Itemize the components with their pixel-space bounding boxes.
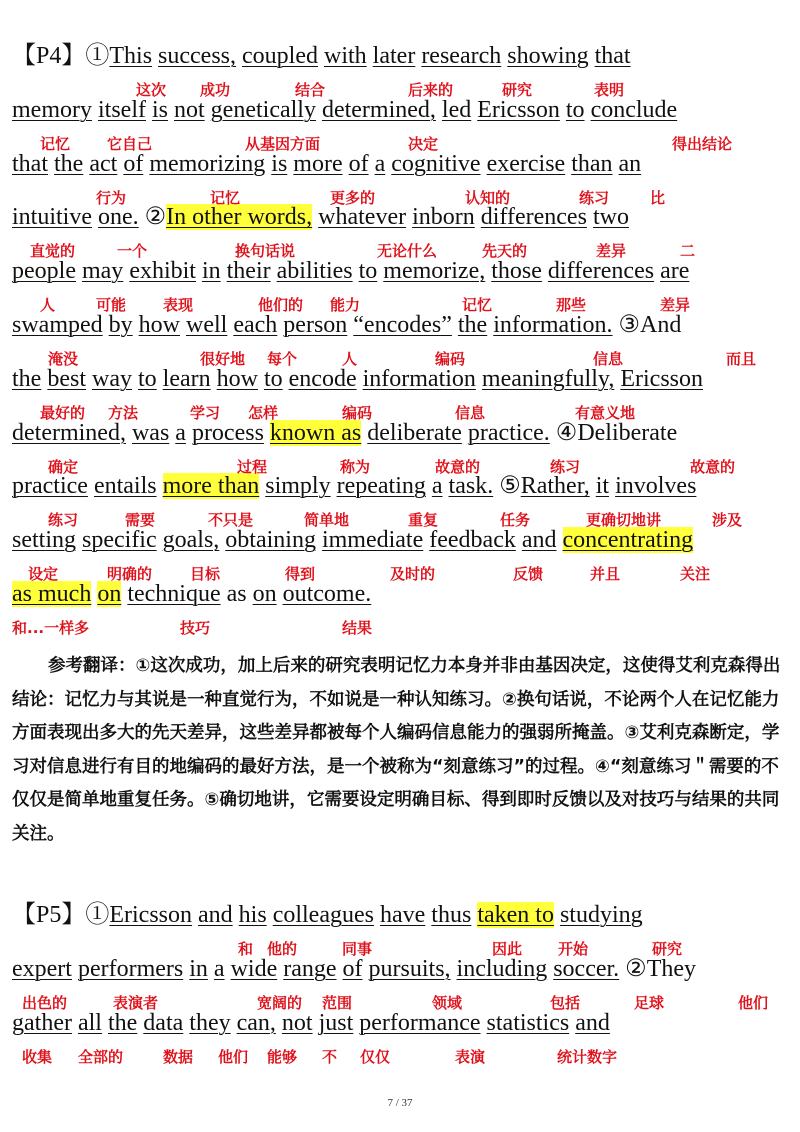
vocab-word: have [379,902,426,928]
gloss-label: 淹没 [48,350,79,368]
gloss-label: 重复 [408,511,439,530]
vocab-word: well [186,312,228,338]
vocab-word: to [137,365,157,392]
gloss-label: 他们 [218,1047,249,1066]
vocab-word: one. [98,204,139,231]
vocab-word: a [175,419,186,446]
p4-gloss-line [0,509,800,531]
vocab-word: pursuits, [368,955,451,982]
gloss-label: 故意的 [690,457,736,476]
vocab-word: they [189,1009,231,1036]
vocab-word: information [362,365,476,392]
vocab-word: Rather, [520,473,590,500]
reference-translation [12,650,788,851]
gloss-label: 任务 [500,511,531,530]
vocab-word: in [201,258,221,285]
p4-gloss-line [0,187,800,209]
vocab-word: Ericsson [620,365,703,392]
gloss-label: 这次 [136,81,167,99]
gloss-label: 后来的 [408,81,454,99]
gloss-label: 故意的 [435,457,481,476]
gloss-label: 表演者 [113,993,159,1012]
gloss-label: 关注 [680,565,711,584]
gloss-label: 确定 [48,457,79,476]
gloss-label: 无论什么 [377,242,438,261]
p5-gloss-line [0,938,800,960]
p4-gloss-line [0,348,800,370]
gloss-label: 信息 [593,350,624,368]
vocab-word: memory [12,96,92,123]
p5-gloss-line [0,1046,800,1068]
gloss-label: 直觉的 [30,242,76,261]
p4-gloss-line [0,133,800,155]
gloss-label: 得到 [285,565,316,584]
vocab-word: practice. [467,419,550,446]
p4-gloss-line [0,456,800,478]
gloss-label: 包括 [550,993,581,1012]
gloss-label: 不只是 [208,511,254,530]
translation-text: ①这次成功，加上后来的研究表明记忆力本身并非由基因决定，这使得艾利克森得出结论：记忆力与其说是一种直觉行为，不如说是一种认知练习。②换句话说，不论两个人在记忆能力方面表现出多大的先天差异，这些差异都被每个人编码信息能力的强弱所掩盖。③艾利克森断定，学习对信息进行有目的地编码的最好方法，是一个被称为“刻意练习”的过程。④“刻意练习＂需要的不仅仅是简单地重复任务。⑤确切地讲，它需要设定明确目标、得到即时反馈以及对技巧与结果的共同关注。 [12,656,781,844]
gloss-label: 仅仅 [360,1047,391,1066]
vocab-word: Ericsson [109,902,193,928]
vocab-word: how [138,312,180,338]
gloss-label: 有意义地 [575,403,636,422]
vocab-word: determined, [321,96,436,123]
p4-english-line [12,42,631,70]
gloss-label: 它自己 [107,134,153,153]
plain-text: 【P5】① [12,902,110,928]
vocab-word: how [216,365,258,392]
vocab-word: just [318,1009,354,1036]
vocab-word: person [283,312,348,338]
vocab-word: differences [480,204,587,231]
page-number: 7 / 37 [387,1097,413,1109]
p4-gloss-line [0,563,800,585]
gloss-label: 编码 [342,403,373,422]
vocab-word: more [293,150,343,177]
p4-gloss-line [0,79,800,101]
vocab-word: technique [127,581,221,607]
gloss-label: 因此 [492,940,523,958]
vocab-word: is [151,96,168,123]
vocab-word: can, [236,1009,276,1036]
vocab-word: whatever [318,204,407,231]
gloss-label: 记忆 [40,134,71,153]
gloss-label: 很好地 [200,350,246,368]
vocab-word: best [47,365,86,392]
vocab-word: outcome. [282,581,372,607]
gloss-label: 及时的 [390,565,436,584]
vocab-word: data [143,1009,184,1036]
vocab-word: of [342,955,363,982]
vocab-word: performers [77,955,184,982]
vocab-word: studying [559,902,643,928]
vocab-word: wide [230,955,278,982]
plain-text: ② [138,204,167,231]
gloss-label: 练习 [579,188,610,207]
highlighted-phrase: as much [12,581,92,607]
vocab-word: exercise [486,150,566,177]
gloss-label: 他们的 [258,296,304,315]
vocab-word: led [441,96,472,123]
gloss-label: 简单地 [304,511,350,530]
vocab-word: practice [12,473,88,500]
gloss-label: 换句话说 [235,242,296,261]
vocab-word: conclude [590,96,678,123]
plain-text: 【P4】① [12,43,110,69]
gloss-label: 二 [680,242,696,261]
vocab-word: to [358,258,378,285]
highlighted-phrase: taken to [477,902,554,928]
gloss-label: 表演 [455,1047,486,1066]
vocab-word: encode [288,365,357,392]
p5-english-line [12,901,643,929]
vocab-word: act [89,150,118,177]
gloss-label: 怎样 [248,403,279,422]
vocab-word: range [283,955,337,982]
plain-text: as [226,581,247,607]
gloss-label: 和...一样多 [12,619,90,637]
vocab-word: the [457,312,488,338]
vocab-word: a [213,955,225,982]
plain-text: ⑤ [493,473,521,500]
vocab-word: obtaining [225,527,316,554]
vocab-word: showing [507,43,589,69]
gloss-label: 能够 [267,1047,298,1066]
gloss-label: 决定 [408,134,439,153]
gloss-label: 数据 [163,1047,194,1066]
highlighted-phrase: more than [162,473,260,500]
vocab-word: to [263,365,283,392]
vocab-word: inborn [412,204,475,231]
gloss-label: 目标 [190,565,221,584]
gloss-label: 研究 [502,81,533,99]
p4-gloss-line [0,617,800,639]
gloss-label: 得出结论 [672,134,733,153]
vocab-word: immediate [321,527,424,554]
gloss-label: 不 [322,1047,338,1066]
vocab-word: cognitive [391,150,481,177]
vocab-word: Ericsson [477,96,560,123]
vocab-word: soccer. [553,955,620,982]
gloss-label: 先天的 [482,242,528,261]
vocab-word: are [660,258,690,285]
gloss-label: 称为 [340,457,371,476]
vocab-word: itself [97,96,146,123]
gloss-label: 成功 [200,81,231,99]
vocab-word: intuitive [12,204,92,231]
gloss-label: 人 [40,296,56,315]
gloss-label: 过程 [237,457,268,476]
vocab-word: simply [265,473,331,500]
vocab-word: of [348,150,369,177]
vocab-word: specific [82,527,157,554]
vocab-word: an [618,150,642,177]
vocab-word: way [92,365,132,392]
gloss-label: 最好的 [40,403,86,422]
vocab-word: all [77,1009,102,1036]
vocab-word: information. [493,312,613,338]
highlighted-phrase: In other words, [166,204,313,231]
vocab-word: than [571,150,613,177]
vocab-word: memorize, [383,258,486,285]
gloss-label: 表明 [594,81,625,99]
gloss-label: 领域 [432,993,463,1012]
vocab-word: repeating [336,473,426,500]
vocab-word: their [226,258,271,285]
gloss-label: 学习 [190,403,221,422]
gloss-label: 同事 [342,940,373,958]
gloss-label: 并且 [590,565,621,584]
vocab-word: is [271,150,288,177]
vocab-word: performance [359,1009,481,1036]
gloss-label: 比 [650,188,666,207]
vocab-word: people [12,258,76,285]
vocab-word: involves [615,473,697,500]
vocab-word: exhibit [129,258,196,285]
gloss-label: 信息 [455,403,486,422]
vocab-word: later [372,43,416,69]
vocab-word: entails [93,473,157,500]
vocab-word: swamped [12,312,103,338]
gloss-label: 行为 [96,188,127,207]
vocab-word: his [238,902,267,928]
p4-gloss-line [0,240,800,262]
vocab-word: This [109,43,153,69]
vocab-word: and [521,527,557,554]
plain-text: ④Deliberate [549,419,678,446]
gloss-label: 方法 [108,403,139,422]
vocab-word: process [191,419,264,446]
vocab-word: with [324,43,367,69]
gloss-label: 统计数字 [557,1047,618,1066]
vocab-word: genetically [210,96,316,123]
gloss-label: 全部的 [78,1047,124,1066]
vocab-word: memorizing [149,150,266,177]
p5-gloss-line [0,992,800,1014]
gloss-label: 更确切地讲 [586,511,662,530]
gloss-label: 他的 [267,940,298,958]
vocab-word: meaningfully, [481,365,615,392]
vocab-word: the [12,365,42,392]
gloss-label: 反馈 [513,565,544,584]
gloss-label: 收集 [22,1047,53,1066]
vocab-word: not [174,96,205,123]
gloss-label: 足球 [634,993,665,1012]
gloss-label: 出色的 [22,993,68,1012]
vocab-word: deliberate [367,419,462,446]
gloss-label: 差异 [660,296,691,315]
p4-gloss-line [0,402,800,424]
translation-label: 参考翻译： [48,656,136,676]
vocab-word: success, [158,43,237,69]
vocab-word: not [281,1009,313,1036]
gloss-label: 涉及 [712,511,743,530]
vocab-word: the [107,1009,138,1036]
plain-text: ③And [612,312,682,338]
vocab-word: two [592,204,629,231]
gloss-label: 差异 [596,242,627,261]
vocab-word: and [575,1009,610,1036]
plain-text: ②They [619,955,696,982]
vocab-word: determined, [12,419,126,446]
gloss-label: 开始 [558,940,589,958]
gloss-label: 一个 [117,242,148,261]
gloss-label: 那些 [556,296,587,315]
gloss-label: 表现 [163,296,194,315]
gloss-label: 从基因方面 [245,134,321,153]
vocab-word: research [421,43,502,69]
gloss-label: 他们 [738,993,769,1012]
gloss-label: 能力 [330,296,361,315]
vocab-word: feedback [429,527,516,554]
gloss-label: 记忆 [210,188,241,207]
vocab-word: expert [12,955,72,982]
vocab-word: was [131,419,170,446]
gloss-label: 技巧 [180,619,211,637]
gloss-label: 宽阔的 [257,993,303,1012]
gloss-label: 结合 [295,81,326,99]
gloss-label: 而且 [726,350,757,368]
gloss-label: 认知的 [465,188,511,207]
gloss-label: 和 [238,940,254,958]
highlighted-phrase: known as [269,419,362,446]
vocab-word: may [81,258,124,285]
vocab-word: thus [431,902,472,928]
vocab-word: including [456,955,548,982]
vocab-word: to [565,96,585,123]
vocab-word: a [374,150,386,177]
p4-gloss-line [0,294,800,316]
gloss-label: 编码 [435,350,466,368]
gloss-label: 记忆 [462,296,493,315]
gloss-label: 练习 [48,511,79,530]
vocab-word: abilities [276,258,353,285]
vocab-word: it [595,473,610,500]
vocab-word: on [252,581,277,607]
vocab-word: “encodes” [353,312,452,338]
gloss-label: 明确的 [107,565,153,584]
gloss-label: 可能 [96,296,127,315]
vocab-word: and [198,902,233,928]
gloss-label: 结果 [342,619,373,637]
vocab-word: of [123,150,144,177]
gloss-label: 练习 [550,457,581,476]
highlighted-phrase: on [97,581,122,607]
vocab-word: setting [12,527,76,554]
gloss-label: 范围 [322,993,353,1012]
vocab-word: colleagues [272,902,374,928]
gloss-label: 研究 [652,940,683,958]
vocab-word: gather [12,1009,72,1036]
vocab-word: learn [162,365,211,392]
vocab-word: each [233,312,278,338]
vocab-word: the [54,150,84,177]
vocab-word: goals, [162,527,220,554]
vocab-word: in [189,955,208,982]
vocab-word: task. [448,473,494,500]
gloss-label: 需要 [125,511,156,530]
gloss-label: 人 [342,350,358,368]
vocab-word: that [12,150,48,177]
vocab-word: differences [547,258,655,285]
vocab-word: a [431,473,443,500]
vocab-word: that [594,43,631,69]
vocab-word: coupled [242,43,318,69]
vocab-word: those [491,258,542,285]
gloss-label: 设定 [28,565,59,584]
highlighted-phrase: concentrating [562,527,694,554]
gloss-label: 更多的 [330,188,376,207]
gloss-label: 每个 [267,350,298,368]
vocab-word: by [108,312,133,338]
vocab-word: statistics [486,1009,570,1036]
